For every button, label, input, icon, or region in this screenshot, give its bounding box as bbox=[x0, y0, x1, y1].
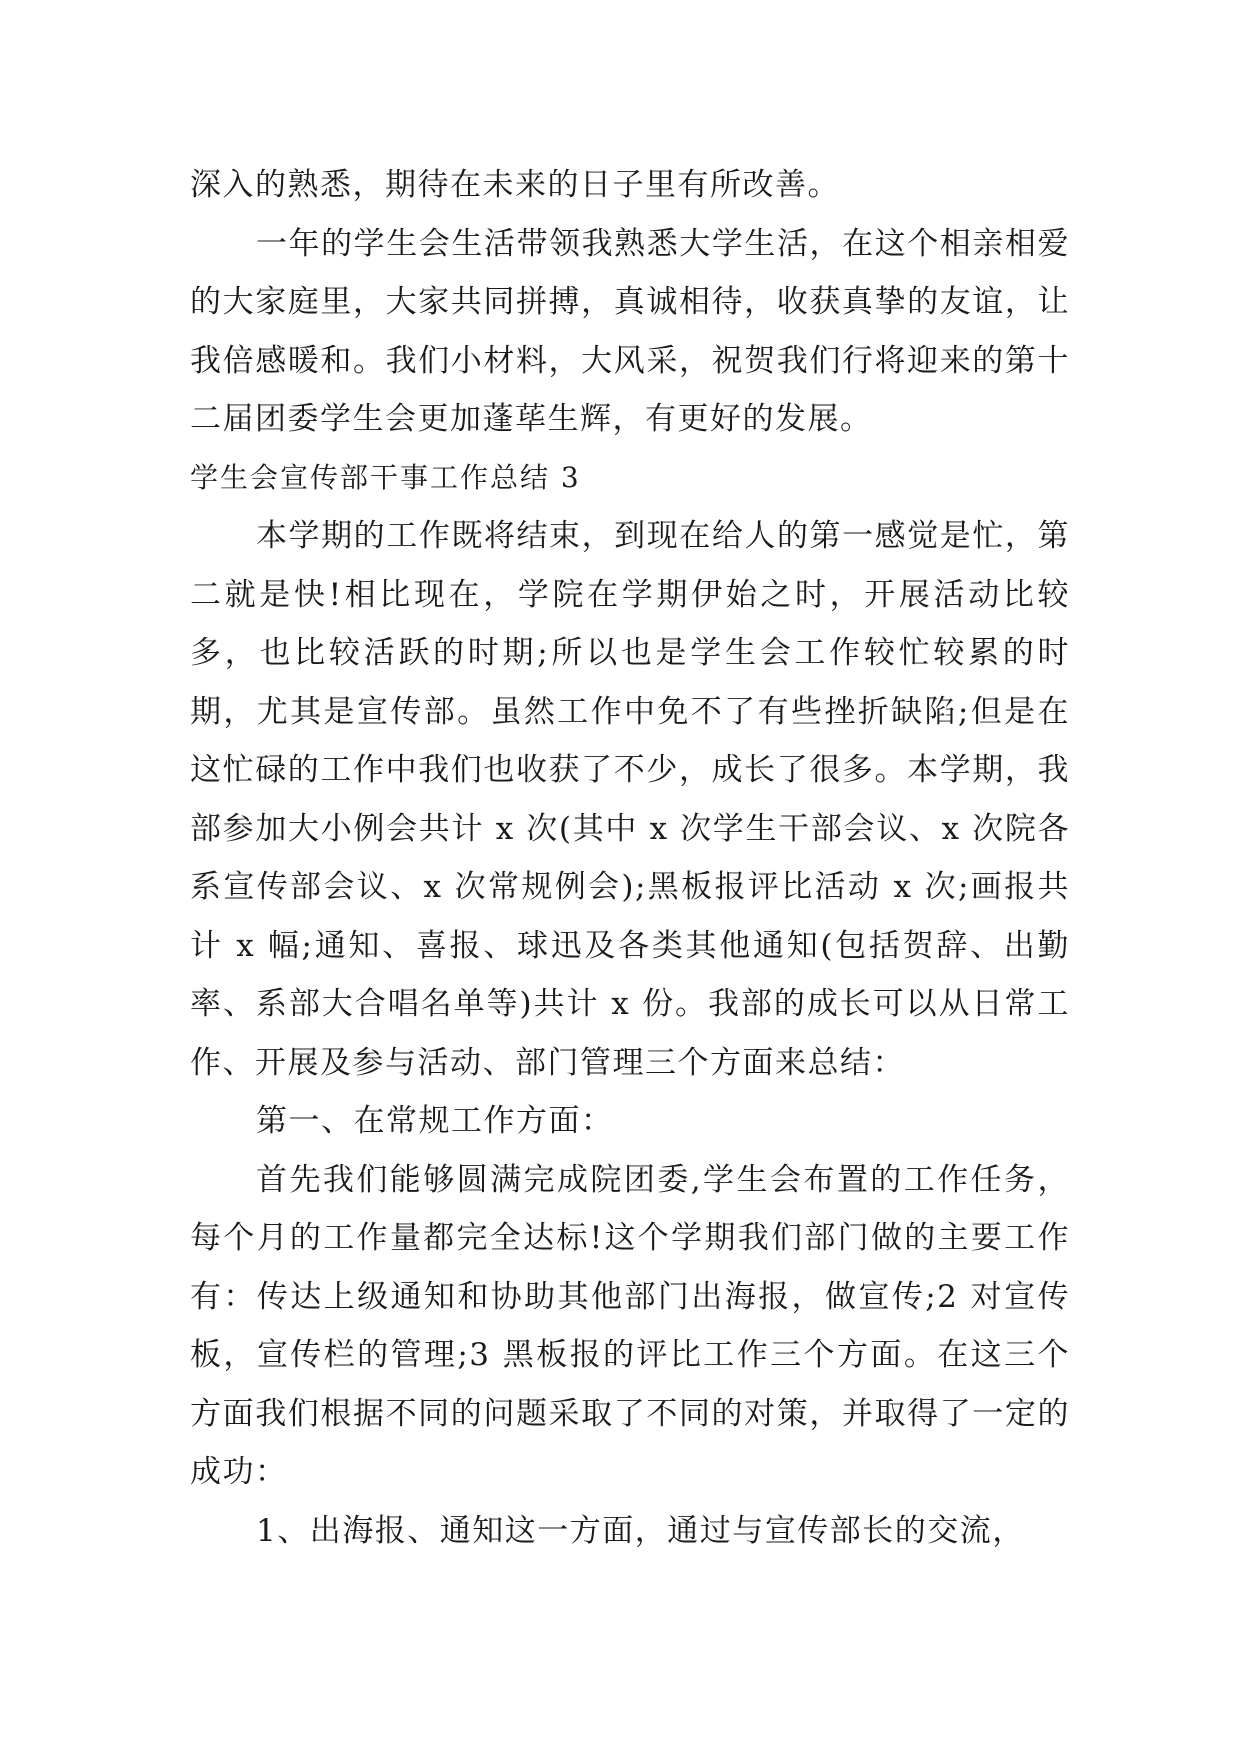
paragraph-continuation: 深入的熟悉，期待在未来的日子里有所改善。 bbox=[190, 167, 840, 203]
paragraph-routine-work-heading: 第一、在常规工作方面： bbox=[256, 1103, 614, 1139]
paragraph-student-union-life: 一年的学生会生活带领我熟悉大学生活，在这个相亲相爱的大家庭里，大家共同拼搏，真诚相待，收获真挚的友谊，让我倍感暖和。我们小材料，大风采，祝贺我们行将迎来的第十二届团委学生会更加蓬荜生辉，有更好的发展。 bbox=[190, 225, 1070, 437]
section-heading: 学生会宣传部干事工作总结 3 bbox=[190, 460, 581, 494]
paragraph-routine-work-details: 首先我们能够圆满完成院团委,学生会布置的工作任务，每个月的工作量都完全达标!这个学期我们部门做的主要工作有：传达上级通知和协助其他部门出海报，做宣传;2 对宣传板，宣传栏的管理;3 黑板报的评比工作三个方面。在这三个方面我们根据不同的问题采取了不同的对策，并取得了一定的成功： bbox=[190, 1161, 1070, 1490]
document-body bbox=[190, 156, 1070, 1560]
paragraph-posters-notices: 1、出海报、通知这一方面，通过与宣传部长的交流， bbox=[256, 1512, 1025, 1549]
paragraph-semester-summary: 本学期的工作既将结束，到现在给人的第一感觉是忙，第二就是快!相比现在，学院在学期伊始之时，开展活动比较多，也比较活跃的时期;所以也是学生会工作较忙较累的时期，尤其是宣传部。虽然工作中免不了有些挫折缺陷;但是在这忙碌的工作中我们也收获了不少，成长了很多。本学期，我部参加大小例会共计 x 次(其中 x 次学生干部会议、x 次院各系宣传部会议、x 次常规例会);黑板报评比活动 x 次;画报共计 x 幅;通知、喜报、球迅及各类其他通知(包括贺辞、出勤率、系部大合唱名单等)共计 x 份。我部的成长可以从日常工作、开展及参与活动、部门管理三个方面来总结： bbox=[190, 518, 1070, 1081]
